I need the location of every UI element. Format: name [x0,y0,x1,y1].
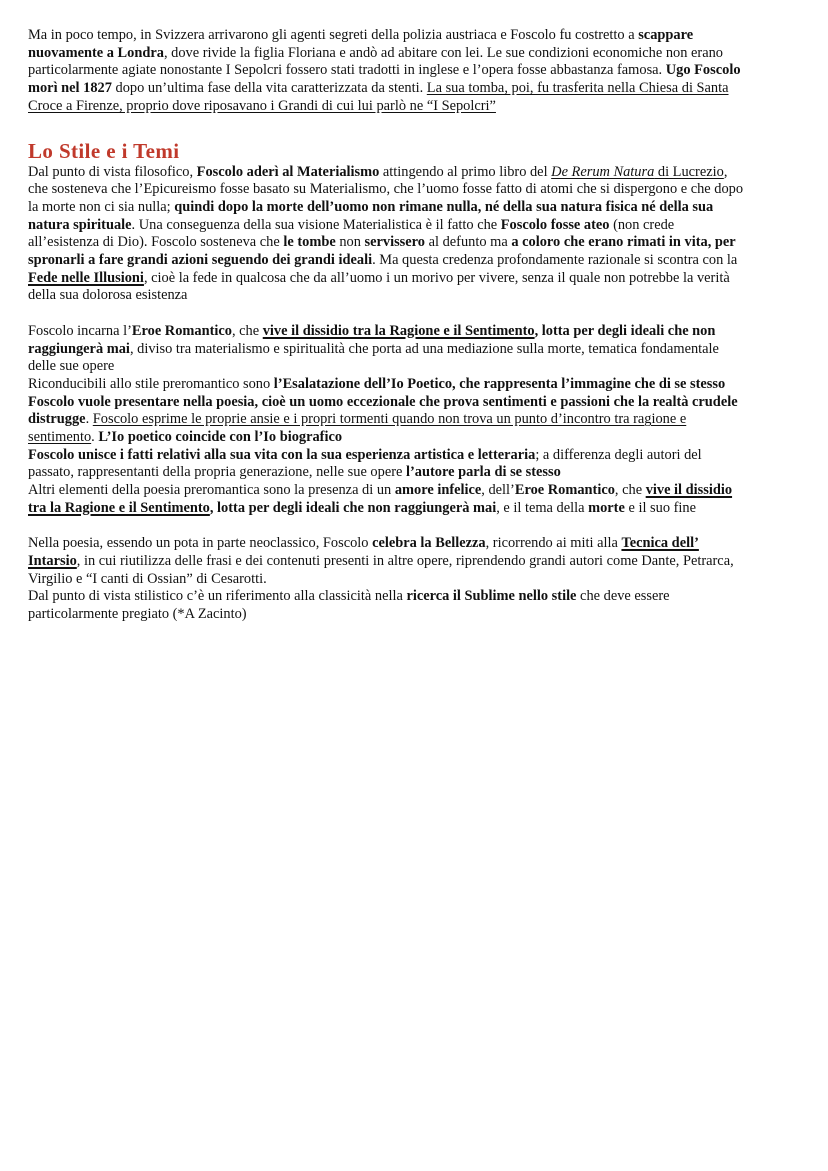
bold-phrase: , lotta per degli ideali che non raggiungerà mai [209,499,497,516]
romantic-hero-paragraph: Foscolo incarna l’Eroe Romantico, che vive il dissidio tra la Ragione e il Sentimento, lotta per degli ideali che non raggiungerà mai, diviso tra materialismo e spiritualità che porta ad una mediazione sulla morte, tematica fondamentale delle sue opere [28,322,719,375]
preromantic-elements-paragraph: Altri elementi della poesia preromantica sono la presenza di un amore infelice, dell’Eroe Romantico, che vive il dissidio tra la Ragione e il Sentimento, lotta per degli ideali che non raggiungerà mai, e il tema della morte e il suo fine [28,482,733,516]
bold-phrase: L’Io poetico coincide con l’Io biografico [98,429,343,446]
bold-phrase: Eroe Romantico [514,482,615,499]
underlined-phrase: La sua tomba, poi, fu trasferita nella Chiesa di Santa Croce a Firenze, proprio dove riposavano i Grandi di cui lui parlò ne “I Sepolcri” [28,80,729,114]
bold-phrase: Eroe Romantico [131,322,232,339]
bold-phrase: , lotta per degli ideali che non raggiungerà mai [28,322,716,357]
bold-phrase: servissero [364,234,425,251]
intarsio-phrase: Tecnica dell’ Intarsio [28,535,699,569]
bold-phrase: Ugo Foscolo morì nel 1827 [28,62,741,97]
bold-phrase: Foscolo aderì al Materialismo [196,163,380,180]
bold-phrase: celebra la Bellezza [372,535,486,552]
biography-paragraph: Ma in poco tempo, in Svizzera arrivarono gli agenti segreti della polizia austriaca e Foscolo fu costretto a scappare nuovamente a Londra, dove rivide la figlia Floriana e andò ad abitare con lei. Le sue condizioni economiche non erano particolarmente agiate nonostante I Sepolcri fossero stati tradotti in inglese e l’opera fosse abbastanza famosa. Ugo Foscolo morì nel 1827 dopo un’ultima fase della vita caratterizzata da stenti. La sua tomba, poi, fu trasferita nella Chiesa di Santa Croce a Firenze, proprio dove riposavano i Grandi di cui lui parlò ne “I Sepolcri” [28,27,741,114]
bold-phrase: ricerca il Sublime nello stile [406,588,577,605]
de-rerum-natura-reference: De Rerum Natura di Lucrezio [551,163,724,180]
bold-phrase: l’Esalatazione dell’Io Poetico, che rappresenta l’immagine che di se stesso Foscolo vuole presentare nella poesia, cioè un uomo eccezionale che prova sentimenti e passioni che la realtà crudele distrugge [28,375,738,428]
sublime-paragraph: Dal punto di vista stilistico c’è un riferimento alla classicità nella ricerca il Sublime nello stile che deve essere particolarmente pregiato (*A Zacinto) [28,588,670,623]
preromantic-style-paragraph: Riconducibili allo stile preromantico sono l’Esalatazione dell’Io Poetico, che rappresenta l’immagine che di se stesso Foscolo vuole presentare nella poesia, cioè un uomo eccezionale che prova sentimenti e passioni che la realtà crudele distrugge. Foscolo esprime le proprie ansie e i propri tormenti quando non trova un punto d’incontro tra ragione e sentimento. L’Io poetico coincide con l’Io biografico [28,375,738,446]
bold-phrase: Foscolo fosse ateo [500,216,610,233]
bold-phrase: scappare nuovamente a Londra [28,27,694,61]
section-heading: Lo Stile e i Temi [28,138,180,163]
dissidio-phrase: vive il dissidio tra la Ragione e il Sentimento [28,482,733,516]
dissidio-phrase: vive il dissidio tra la Ragione e il Sentimento [262,322,535,339]
bold-phrase: morte [588,499,625,516]
philosophy-paragraph: Dal punto di vista filosofico, Foscolo aderì al Materialismo attingendo al primo libro del De Rerum Natura di Lucrezio, che sosteneva che l’Epicureismo fosse basato su Materialismo, che l’uomo fosse fatto di atomi che si dispergono e che dopo la morte non ci sia nulla; quindi dopo la morte dell’uomo non rimane nulla, né della sua natura fisica né della sua natura spirituale. Una conseguenza della sua visione Materialistica è il fatto che Foscolo fosse ateo (non crede all’esistenza di Dio). Foscolo sosteneva che le tombe non servissero al defunto ma a coloro che erano rimati in vita, per spronarli a fare grandi azioni seguendo dei grandi ideali. Ma questa credenza profondamente razionale si scontra con la Fede nelle Illusioni, cioè la fede in qualcosa che da all’uomo i un morivo per vivere, senza il quale non potrebbe la verità della sua dolorosa esistenza [28,163,744,304]
bold-phrase: Foscolo unisce i fatti relativi alla sua vita con la sua esperienza artistica e letteraria [28,446,536,463]
bold-phrase: le tombe [283,234,336,251]
underlined-phrase: Foscolo esprime le proprie ansie e i propri tormenti quando non trova un punto d’incontro tra ragione e sentimento [28,411,687,446]
beauty-paragraph: Nella poesia, essendo un pota in parte neoclassico, Foscolo celebra la Bellezza, ricorrendo ai miti alla Tecnica dell’ Intarsio, in cui riutilizza delle frasi e dei contenuti presenti in altre opere, riprendendo grandi autori come Dante, Petrarca, Virgilio e “I canti di Ossian” di Cesarotti. [28,535,734,587]
autobiography-paragraph: Foscolo unisce i fatti relativi alla sua vita con la sua esperienza artistica e letteraria; a differenza degli autori del passato, rappresentanti della propria generazione, nelle sue opere l’autore parla di se stesso [28,446,702,481]
bold-phrase: a coloro che erano rimati in vita, per spronarli a fare grandi azioni seguendo dei grandi ideali [28,234,736,269]
fede-nelle-illusioni-phrase: Fede nelle Illusioni [28,269,144,286]
bold-phrase: l’autore parla di se stesso [406,464,561,481]
bold-phrase: amore infelice [394,482,482,499]
bold-phrase: quindi dopo la morte dell’uomo non rimane nulla, né della sua natura fisica né della sua natura spirituale [28,198,714,233]
